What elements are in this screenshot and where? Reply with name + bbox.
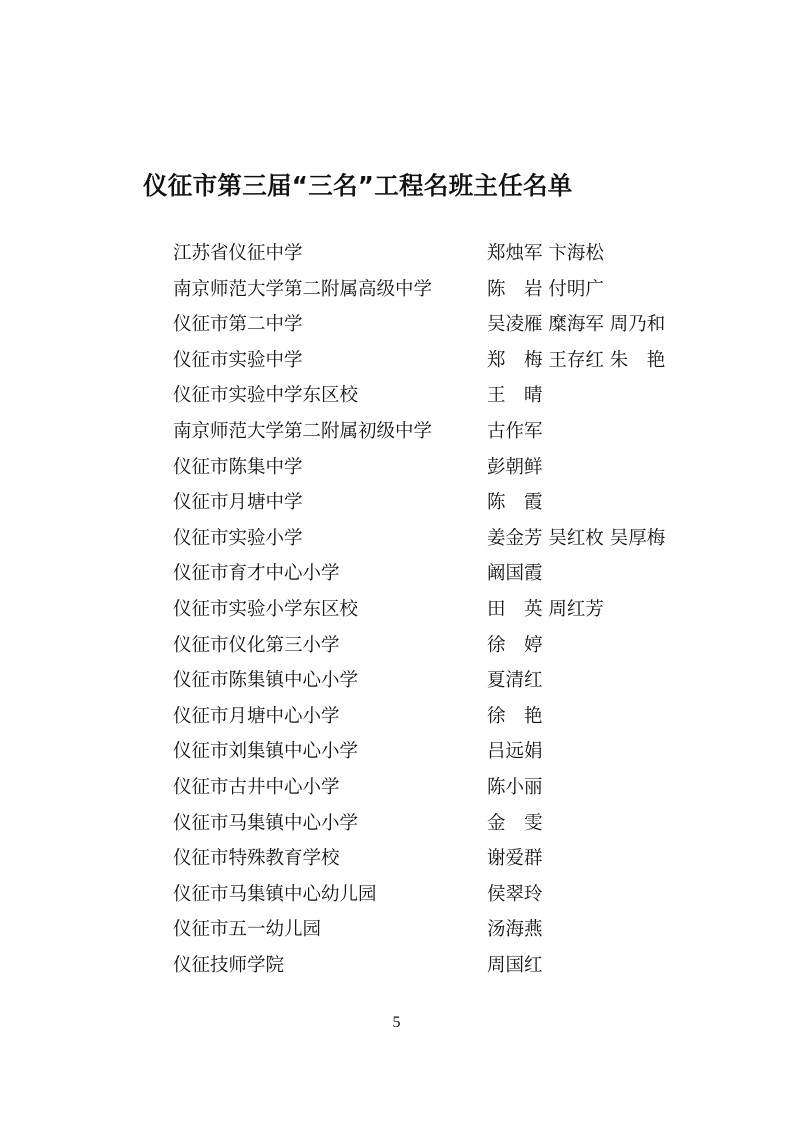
teacher-names: 夏清红: [487, 670, 543, 692]
school-name: 南京师范大学第二附属高级中学: [173, 278, 433, 300]
teacher-names: 谢爱群: [487, 848, 543, 870]
teacher-names: 姜金芳 吴红枚 吴厚梅: [487, 527, 666, 549]
roster-row: [173, 236, 733, 272]
roster-row: [173, 948, 733, 984]
roster-row: [173, 877, 733, 913]
document-title: 仪征市第三届“三名”工程名班主任名单: [143, 171, 573, 200]
school-name: 仪征市第二中学: [173, 314, 303, 336]
school-name: 仪征市仪化第三小学: [173, 634, 340, 656]
teacher-names: 田 英 周红芳: [487, 598, 604, 620]
roster-row: [173, 307, 733, 343]
school-name: 仪征市实验中学东区校: [173, 385, 359, 407]
teacher-names: 金 雯: [487, 812, 543, 834]
roster-row: [173, 378, 733, 414]
page-number: 5: [392, 1014, 401, 1031]
school-name: 仪征市特殊教育学校: [173, 848, 340, 870]
roster-row: [173, 343, 733, 379]
school-name: 仪征市古井中心小学: [173, 776, 340, 798]
roster-row: [173, 663, 733, 699]
teacher-names: 陈小丽: [487, 776, 543, 798]
teacher-names: 周国红: [487, 954, 543, 976]
teacher-names: 侯翠玲: [487, 883, 543, 905]
teacher-names: 郑烛军 卞海松: [487, 243, 604, 264]
teacher-names: 王 晴: [487, 385, 543, 407]
teacher-names: 汤海燕: [487, 919, 543, 941]
school-name: 仪征市月塘中心小学: [173, 705, 340, 727]
roster-row: [173, 770, 733, 806]
school-name: 江苏省仪征中学: [173, 243, 303, 264]
school-name: 仪征市实验小学东区校: [173, 598, 359, 620]
roster-row: [173, 272, 733, 308]
roster-row: [173, 556, 733, 592]
roster-row: [173, 734, 733, 770]
teacher-names: 陈 霞: [487, 492, 543, 514]
school-name: 南京师范大学第二附属初级中学: [173, 420, 433, 442]
school-name: 仪征市陈集镇中心小学: [173, 670, 359, 692]
teacher-names: 古作军: [487, 420, 543, 442]
school-name: 仪征市马集镇中心幼儿园: [173, 883, 377, 905]
school-name: 仪征技师学院: [173, 954, 285, 976]
teacher-roster-list: [173, 236, 733, 983]
teacher-names: 吕远娟: [487, 741, 543, 763]
roster-row: [173, 806, 733, 842]
school-name: 仪征市月塘中学: [173, 492, 303, 514]
roster-row: [173, 699, 733, 735]
teacher-names: 徐 艳: [487, 705, 543, 727]
teacher-names: 郑 梅 王存红 朱 艳: [487, 349, 666, 371]
school-name: 仪征市育才中心小学: [173, 563, 340, 585]
school-name: 仪征市刘集镇中心小学: [173, 741, 359, 763]
school-name: 仪征市实验中学: [173, 349, 303, 371]
roster-row: [173, 521, 733, 557]
roster-row: [173, 485, 733, 521]
teacher-names: 陈 岩 付明广: [487, 278, 604, 300]
roster-row: [173, 450, 733, 486]
roster-row: [173, 912, 733, 948]
teacher-names: 徐 婷: [487, 634, 543, 656]
roster-row: [173, 628, 733, 664]
school-name: 仪征市实验小学: [173, 527, 303, 549]
teacher-names: 彭朝鲜: [487, 456, 543, 478]
roster-row: [173, 414, 733, 450]
teacher-names: 吴凌雁 糜海军 周乃和: [487, 314, 666, 336]
roster-row: [173, 592, 733, 628]
teacher-names: 阚国霞: [487, 563, 543, 585]
school-name: 仪征市陈集中学: [173, 456, 303, 478]
school-name: 仪征市马集镇中心小学: [173, 812, 359, 834]
school-name: 仪征市五一幼儿园: [173, 919, 322, 941]
roster-row: [173, 841, 733, 877]
